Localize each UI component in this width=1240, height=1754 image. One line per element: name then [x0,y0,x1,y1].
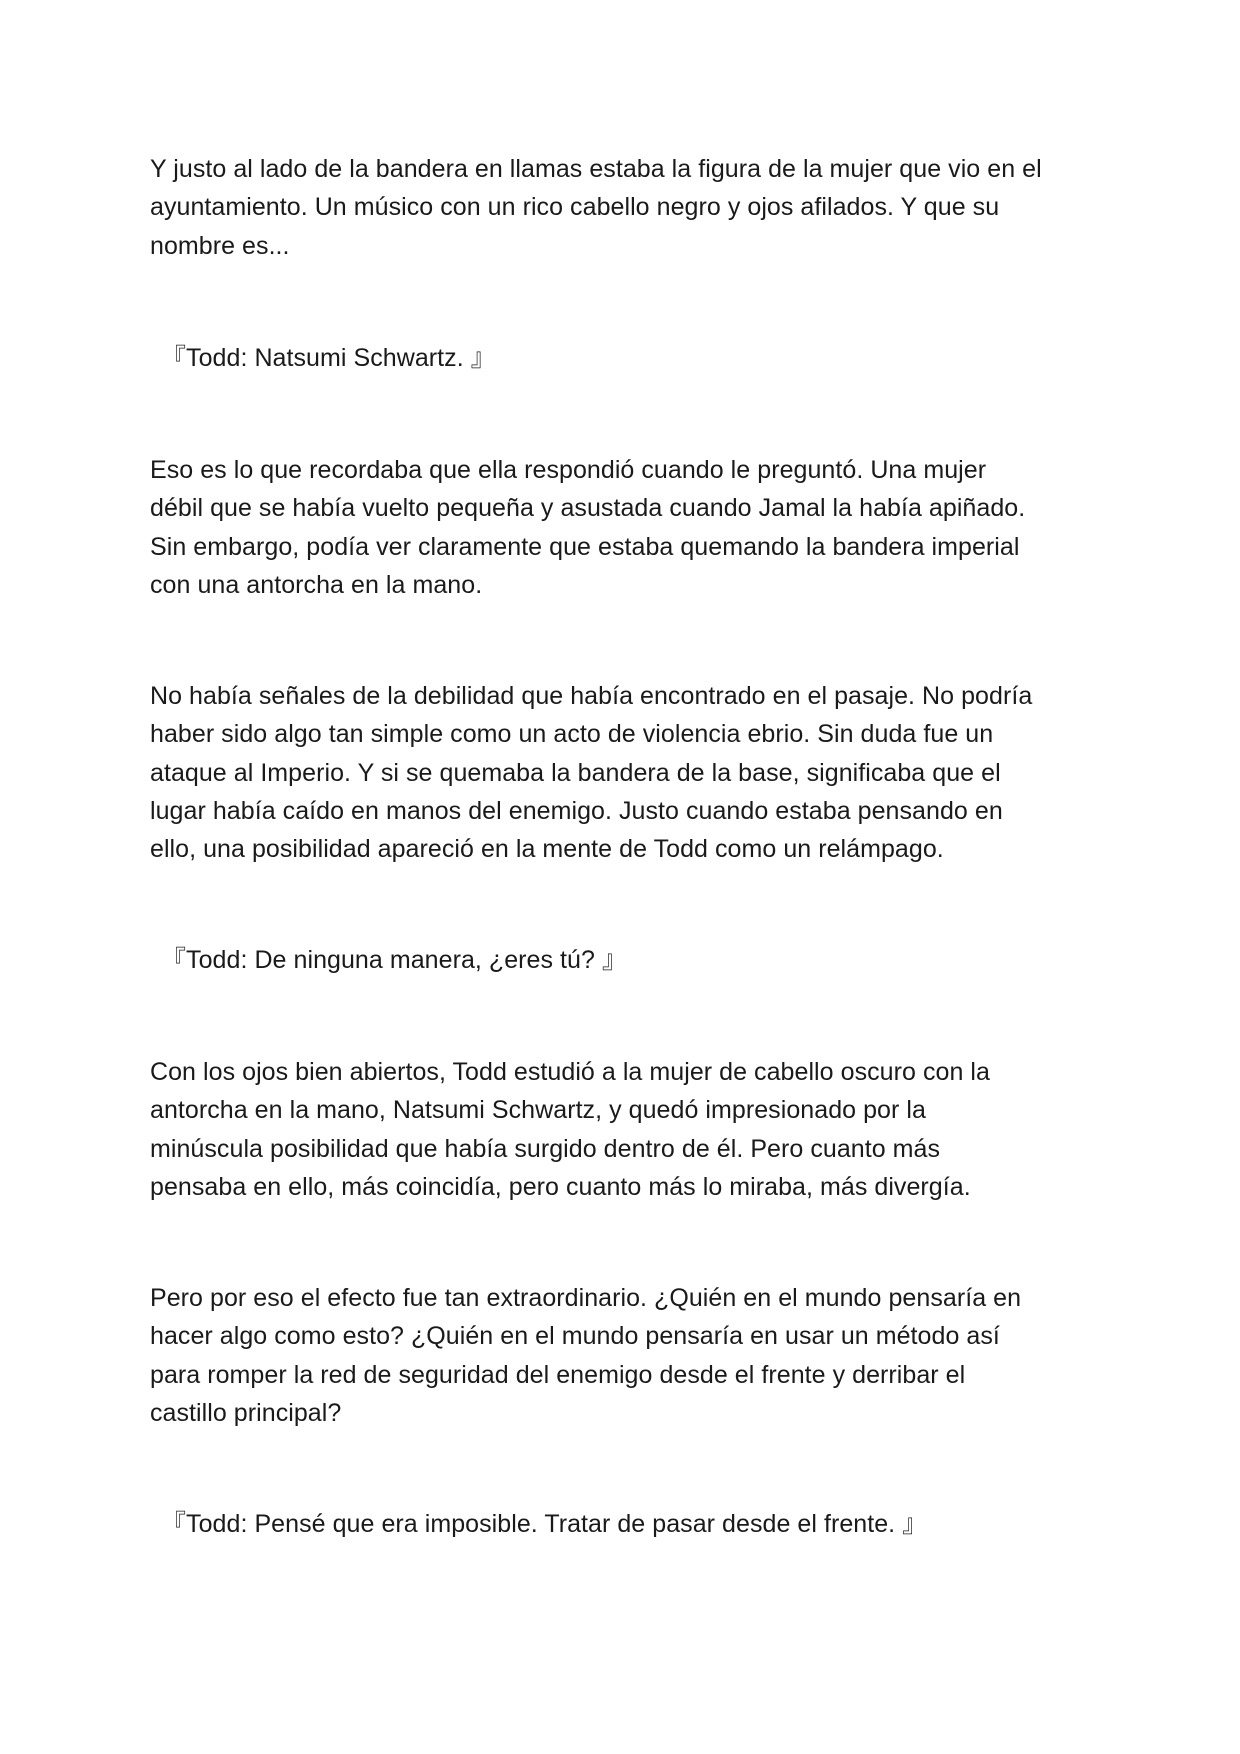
paragraph-narration [150,677,1100,868]
text-line: Eso es lo que recordaba que ella respondió cuando le preguntó. Una mujer [150,456,987,484]
paragraph-dialogue [161,941,1111,979]
text-line: ayuntamiento. Un músico con un rico cabello negro y ojos afilados. Y que su [150,193,1000,222]
text-line: antorcha en la mano, Natsumi Schwartz, y quedó impresionado por la [150,1096,926,1125]
text-line: pensaba en ello, más coincidía, pero cuanto más lo miraba, más divergía. [150,1172,971,1201]
dialogue-line: 『Todd: De ninguna manera, ¿eres tú? 』 [161,946,627,974]
text-line: Con los ojos bien abiertos, Todd estudió a la mujer de cabello oscuro con la [150,1058,990,1086]
text-line: ataque al Imperio. Y si se quemaba la bandera de la base, significaba que el [150,758,1001,787]
paragraph-narration [150,451,1100,604]
text-line: Sin embargo, podía ver claramente que estaba quemando la bandera imperial [150,532,1020,561]
text-line: nombre es... [150,231,290,260]
text-line: haber sido algo tan simple como un acto de violencia ebrio. Sin duda fue un [150,720,994,749]
text-line: hacer algo como esto? ¿Quién en el mundo pensaría en usar un método así [150,1322,1000,1351]
text-line: Pero por eso el efecto fue tan extraordinario. ¿Quién en el mundo pensaría en [150,1284,1022,1312]
dialogue-line: 『Todd: Pensé que era imposible. Tratar de pasar desde el frente. 』 [161,1510,928,1538]
text-line: lugar había caído en manos del enemigo. Justo cuando estaba pensando en [150,796,1003,825]
paragraph-narration [150,150,1100,265]
paragraph-dialogue [161,1505,1111,1543]
text-line: con una antorcha en la mano. [150,570,483,599]
paragraph-narration [150,1279,1100,1432]
text-line: No había señales de la debilidad que había encontrado en el pasaje. No podría [150,682,1033,710]
text-line: para romper la red de seguridad del enemigo desde el frente y derribar el [150,1360,966,1389]
text-line: minúscula posibilidad que había surgido dentro de él. Pero cuanto más [150,1134,941,1163]
text-line: débil que se había vuelto pequeña y asustada cuando Jamal la había apiñado. [150,494,1026,523]
text-line: ello, una posibilidad apareció en la mente de Todd como un relámpago. [150,835,944,864]
text-line: castillo principal? [150,1398,342,1427]
text-line: Y justo al lado de la bandera en llamas estaba la figura de la mujer que vio en el [150,155,1042,183]
paragraph-narration [150,1053,1100,1206]
paragraph-dialogue [161,339,1111,377]
dialogue-line: 『Todd: Natsumi Schwartz. 』 [161,344,496,372]
